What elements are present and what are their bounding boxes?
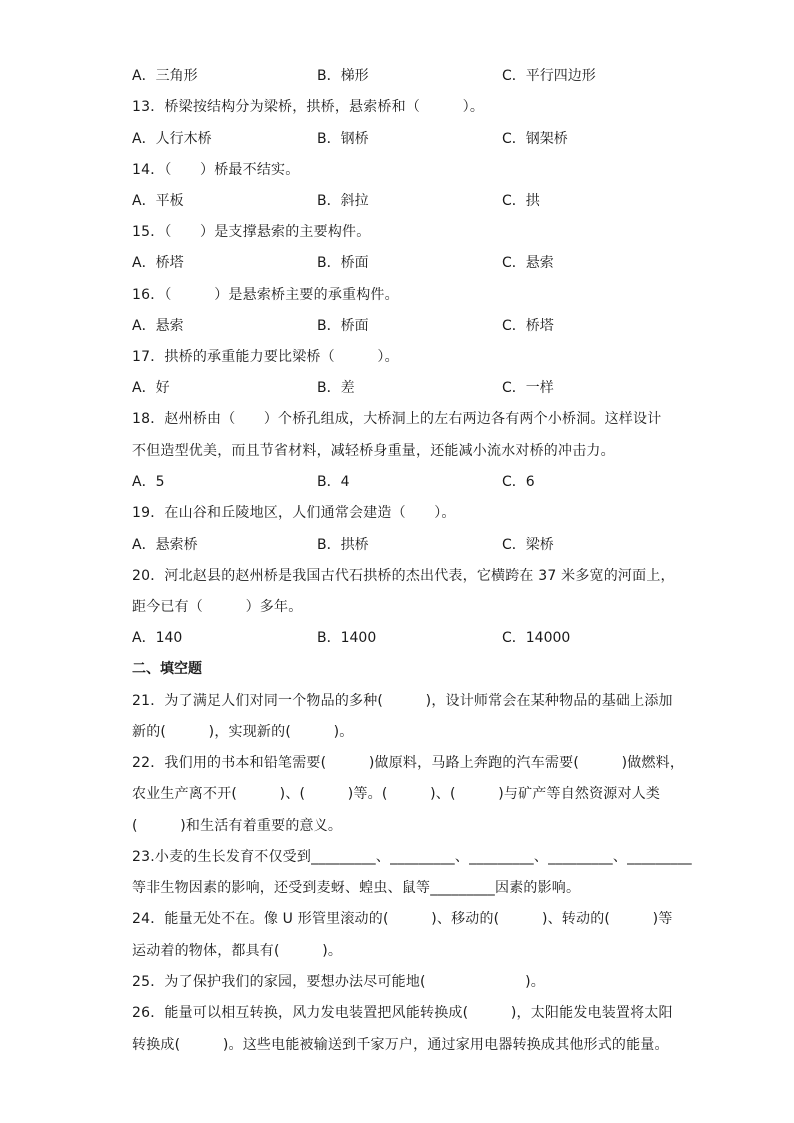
section-heading-fill-in: 二、填空题 bbox=[132, 661, 202, 677]
q18-option-c[interactable]: C．6 bbox=[502, 474, 535, 490]
q21-line1: 21．为了满足人们对同一个物品的多种( )，设计师常会在某种物品的基础上添加 bbox=[132, 693, 673, 709]
q12-option-b[interactable]: B．梯形 bbox=[317, 68, 369, 84]
q18-stem-line2: 不但造型优美，而且节省材料，减轻桥身重量，还能减小流水对桥的冲击力。 bbox=[132, 443, 615, 459]
q20-option-b[interactable]: B．1400 bbox=[317, 630, 377, 646]
q20-stem-line2: 距今已有（ ）多年。 bbox=[132, 599, 303, 615]
q19-option-b[interactable]: B．拱桥 bbox=[317, 537, 369, 553]
q15-option-a[interactable]: A．桥塔 bbox=[132, 255, 184, 271]
q24-line1: 24．能量无处不在。像 U 形管里滚动的( )、移动的( )、转动的( )等 bbox=[132, 911, 673, 927]
q17-option-c[interactable]: C．一样 bbox=[502, 380, 554, 396]
q17-stem: 17．拱桥的承重能力要比梁桥（ ）。 bbox=[132, 349, 399, 365]
q13-option-c[interactable]: C．钢架桥 bbox=[502, 131, 568, 147]
q14-option-c[interactable]: C．拱 bbox=[502, 193, 540, 209]
q12-option-c[interactable]: C．平行四边形 bbox=[502, 68, 596, 84]
q16-option-b[interactable]: B．桥面 bbox=[317, 318, 369, 334]
q14-option-a[interactable]: A．平板 bbox=[132, 193, 184, 209]
q18-stem-line1: 18．赵州桥由（ ）个桥孔组成，大桥洞上的左右两边各有两个小桥洞。这样设计 bbox=[132, 411, 662, 427]
q15-option-b[interactable]: B．桥面 bbox=[317, 255, 369, 271]
q20-stem-line1: 20．河北赵县的赵州桥是我国古代石拱桥的杰出代表，它横跨在 37 米多宽的河面上， bbox=[132, 568, 675, 584]
q16-option-c[interactable]: C．桥塔 bbox=[502, 318, 554, 334]
q16-stem: 16．（ ）是悬索桥主要的承重构件。 bbox=[132, 287, 399, 303]
q19-option-c[interactable]: C．梁桥 bbox=[502, 537, 554, 553]
q15-option-c[interactable]: C．悬索 bbox=[502, 255, 554, 271]
q18-option-a[interactable]: A．5 bbox=[132, 474, 165, 490]
q26-line2: 转换成( )。这些电能被输送到千家万户，通过家用电器转换成其他形式的能量。 bbox=[132, 1037, 669, 1053]
q15-stem: 15．（ ）是支撑悬索的主要构件。 bbox=[132, 224, 371, 240]
q17-option-b[interactable]: B．差 bbox=[317, 380, 355, 396]
q16-option-a[interactable]: A．悬索 bbox=[132, 318, 184, 334]
q26-line1: 26．能量可以相互转换，风力发电装置把风能转换成( )，太阳能发电装置将太阳 bbox=[132, 1005, 673, 1021]
q23-line2: 等非生物因素的影响，还受到麦蚜、蝗虫、鼠等_________因素的影响。 bbox=[132, 880, 581, 896]
q14-option-b[interactable]: B．斜拉 bbox=[317, 193, 369, 209]
q22-line1: 22．我们用的书本和铅笔需要( )做原料，马路上奔跑的汽车需要( )做燃料， bbox=[132, 755, 685, 771]
q12-option-a[interactable]: A．三角形 bbox=[132, 68, 198, 84]
q13-option-b[interactable]: B．钢桥 bbox=[317, 131, 369, 147]
q18-option-b[interactable]: B．4 bbox=[317, 474, 350, 490]
q22-line3: ( )和生活有着重要的意义。 bbox=[132, 818, 343, 834]
q19-option-a[interactable]: A．悬索桥 bbox=[132, 537, 198, 553]
q17-option-a[interactable]: A．好 bbox=[132, 380, 170, 396]
q22-line2: 农业生产离不开( )、( )等。( )、( )与矿产等自然资源对人类 bbox=[132, 786, 661, 802]
q13-stem: 13．桥梁按结构分为梁桥，拱桥，悬索桥和（ ）。 bbox=[132, 99, 485, 115]
q20-option-c[interactable]: C．14000 bbox=[502, 630, 571, 646]
q23-line1: 23.小麦的生长发育不仅受到_________、_________、_________、_________、_________ bbox=[132, 849, 692, 865]
q25-line1: 25．为了保护我们的家园，要想办法尽可能地( )。 bbox=[132, 974, 545, 990]
q24-line2: 运动着的物体，都具有( )。 bbox=[132, 943, 343, 959]
q14-stem: 14．（ ）桥最不结实。 bbox=[132, 162, 300, 178]
q21-line2: 新的( )，实现新的( )。 bbox=[132, 724, 354, 740]
q13-option-a[interactable]: A．人行木桥 bbox=[132, 131, 212, 147]
q19-stem: 19．在山谷和丘陵地区，人们通常会建造（ ）。 bbox=[132, 505, 456, 521]
q20-option-a[interactable]: A．140 bbox=[132, 630, 183, 646]
